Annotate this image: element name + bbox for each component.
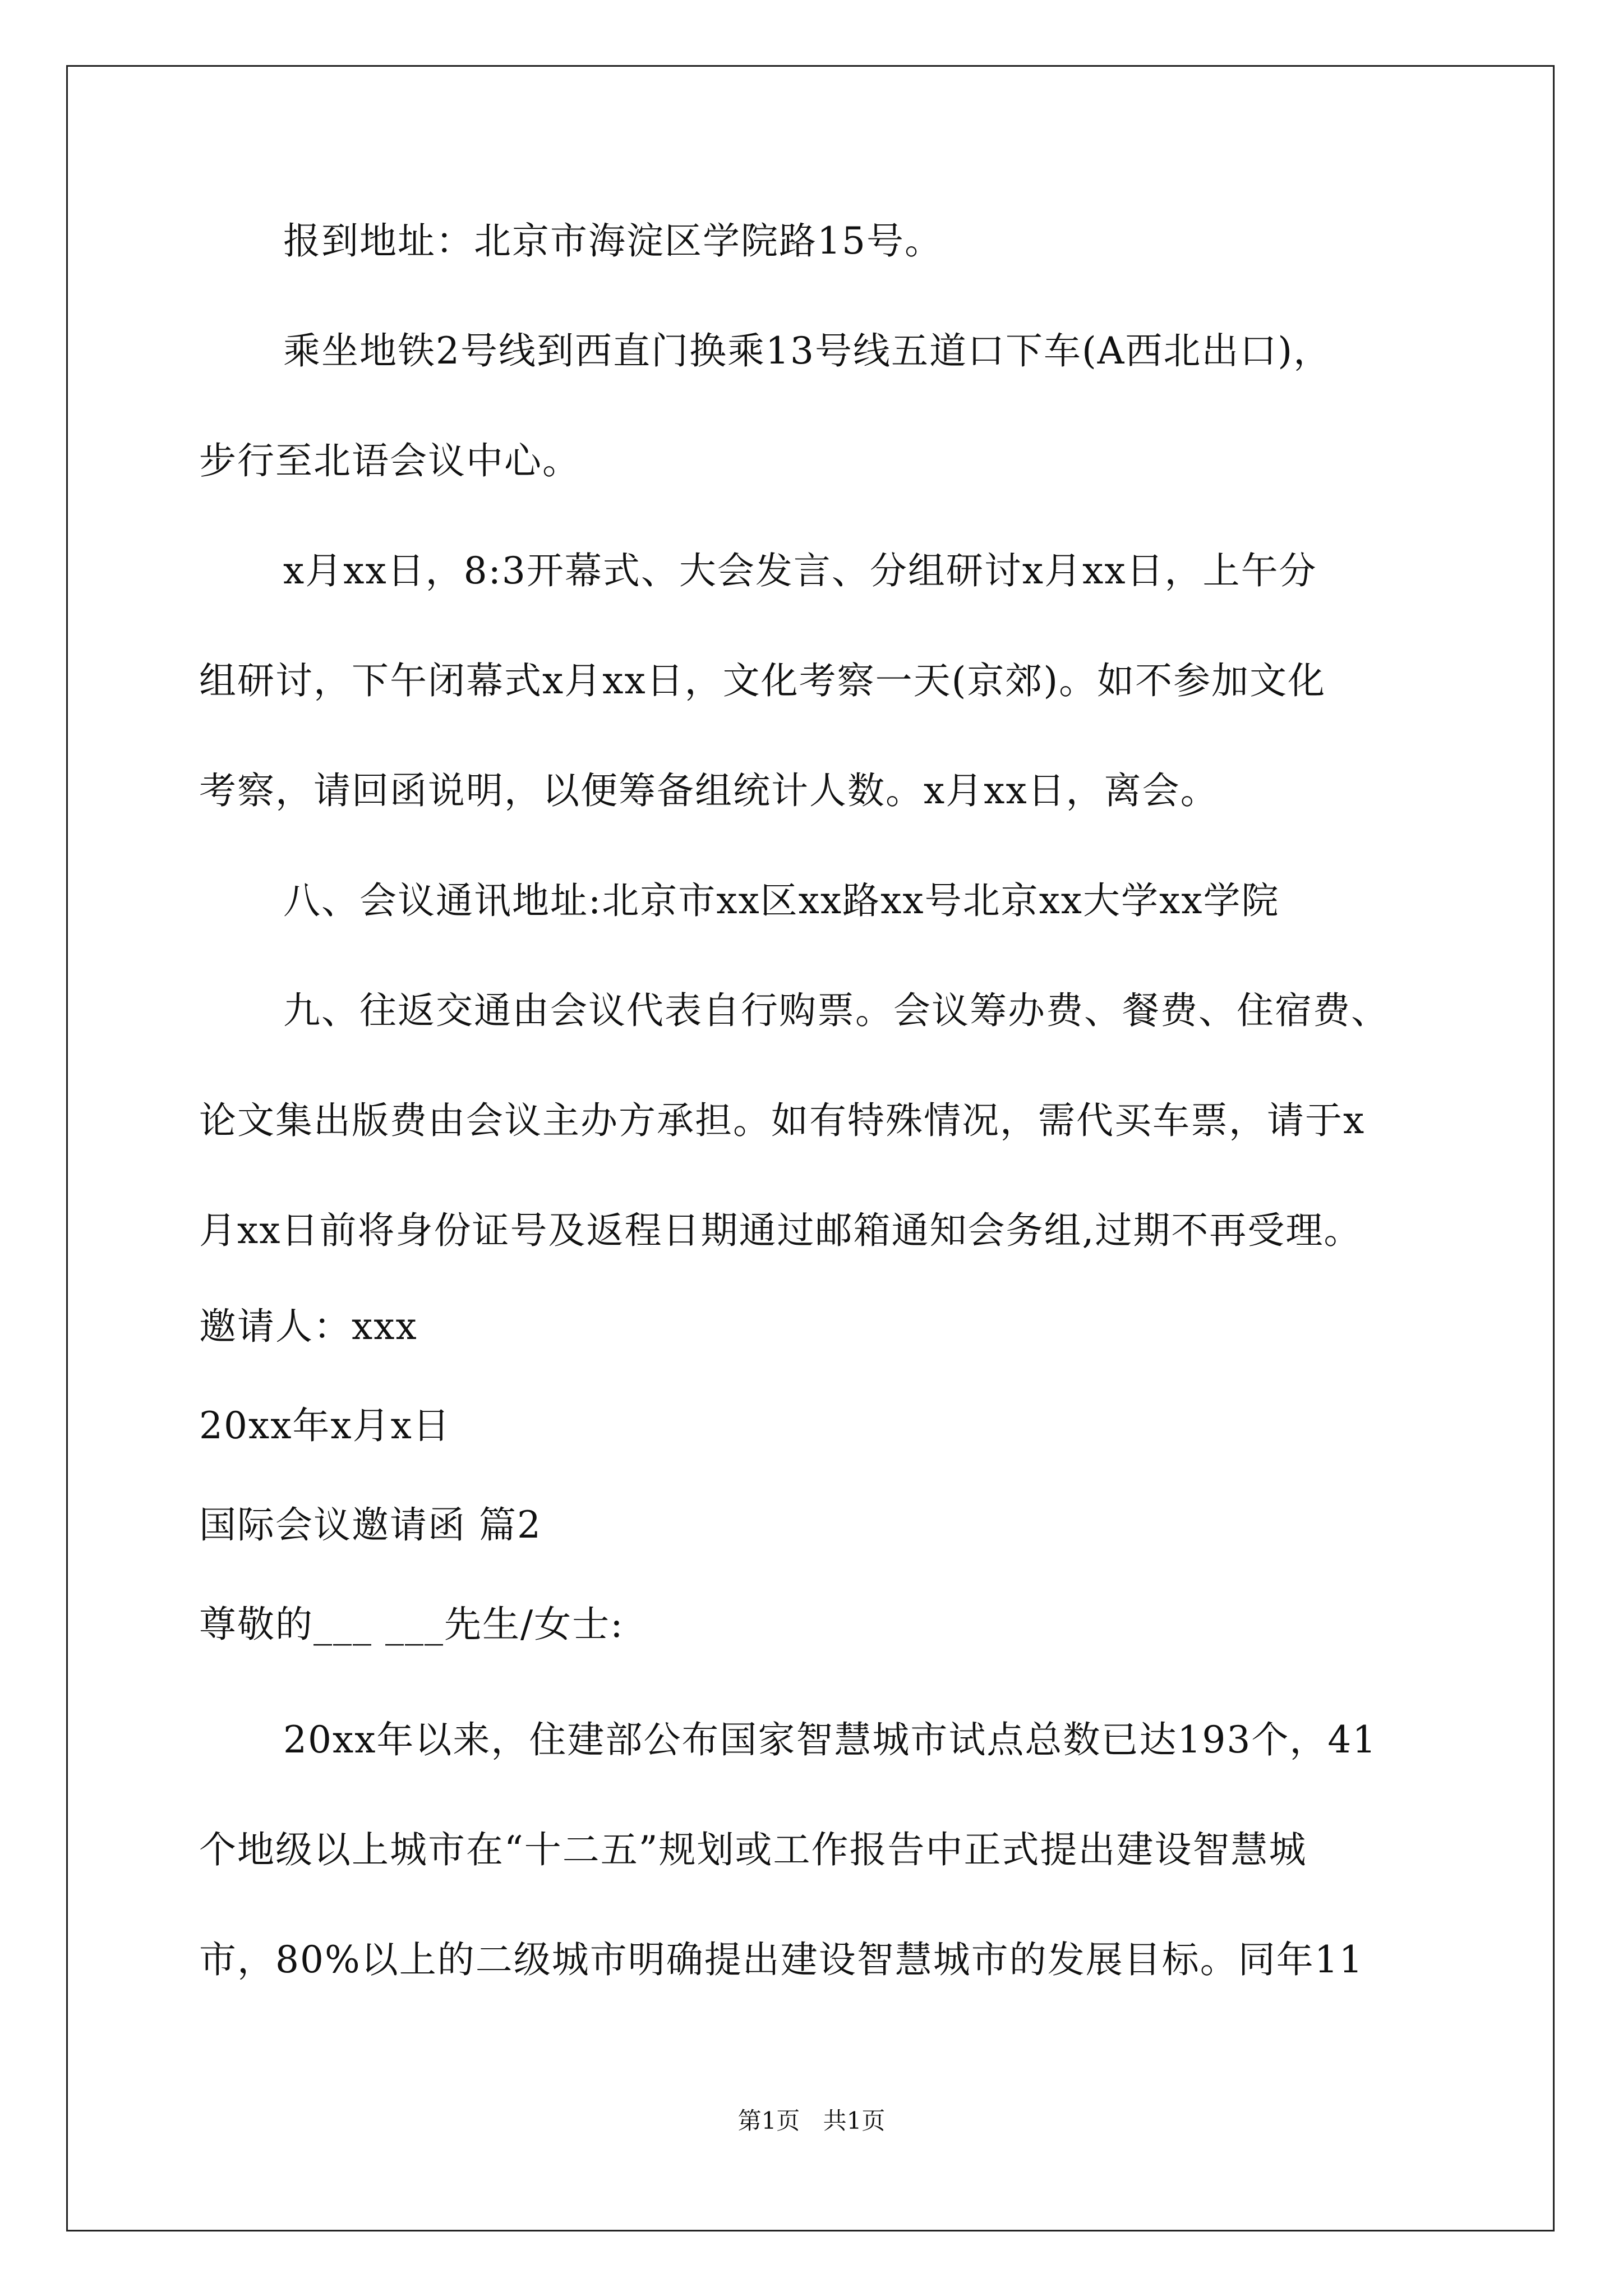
page-total: 共1页 bbox=[823, 2107, 886, 2134]
paragraph-line: 报到地址：北京市海淀区学院路15号。 bbox=[283, 219, 943, 263]
page-border bbox=[66, 65, 1555, 2231]
paragraph-line: 考察，请回函说明，以便筹备组统计人数。x月xx日，离会。 bbox=[199, 769, 1219, 812]
paragraph-line: 步行至北语会议中心。 bbox=[199, 439, 580, 482]
paragraph-line: 八、会议通讯地址:北京市xx区xx路xx号北京xx大学xx学院 bbox=[283, 879, 1280, 922]
salutation-line: 尊敬的___ ___先生/女士: bbox=[199, 1603, 624, 1646]
section-heading: 国际会议邀请函 篇2 bbox=[199, 1503, 542, 1547]
paragraph-line: 月xx日前将身份证号及返程日期通过邮箱通知会务组,过期不再受理。 bbox=[199, 1209, 1362, 1252]
paragraph-line: 九、往返交通由会议代表自行购票。会议筹办费、餐费、住宿费、 bbox=[283, 989, 1389, 1032]
page-footer bbox=[0, 2107, 1623, 2135]
paragraph-line: 论文集出版费由会议主办方承担。如有特殊情况，需代买车票，请于x bbox=[199, 1099, 1366, 1142]
paragraph-line: x月xx日，8:3开幕式、大会发言、分组研讨x月xx日，上午分 bbox=[283, 549, 1317, 592]
page-number: 第1页 bbox=[737, 2107, 800, 2134]
paragraph-line: 乘坐地铁2号线到西直门换乘13号线五道口下车(A西北出口)， bbox=[283, 329, 1332, 372]
paragraph-line: 20xx年以来，住建部公布国家智慧城市试点总数已达193个，41 bbox=[283, 1718, 1377, 1761]
paragraph-line: 组研讨，下午闭幕式x月xx日，文化考察一天(京郊)。如不参加文化 bbox=[199, 659, 1326, 702]
paragraph-line: 市，80%以上的二级城市明确提出建设智慧城市的发展目标。同年11 bbox=[199, 1938, 1364, 1981]
inviter-line: 邀请人：xxx bbox=[199, 1305, 418, 1348]
paragraph-line: 个地级以上城市在“十二五”规划或工作报告中正式提出建设智慧城 bbox=[199, 1828, 1307, 1871]
date-line: 20xx年x月x日 bbox=[199, 1404, 451, 1447]
